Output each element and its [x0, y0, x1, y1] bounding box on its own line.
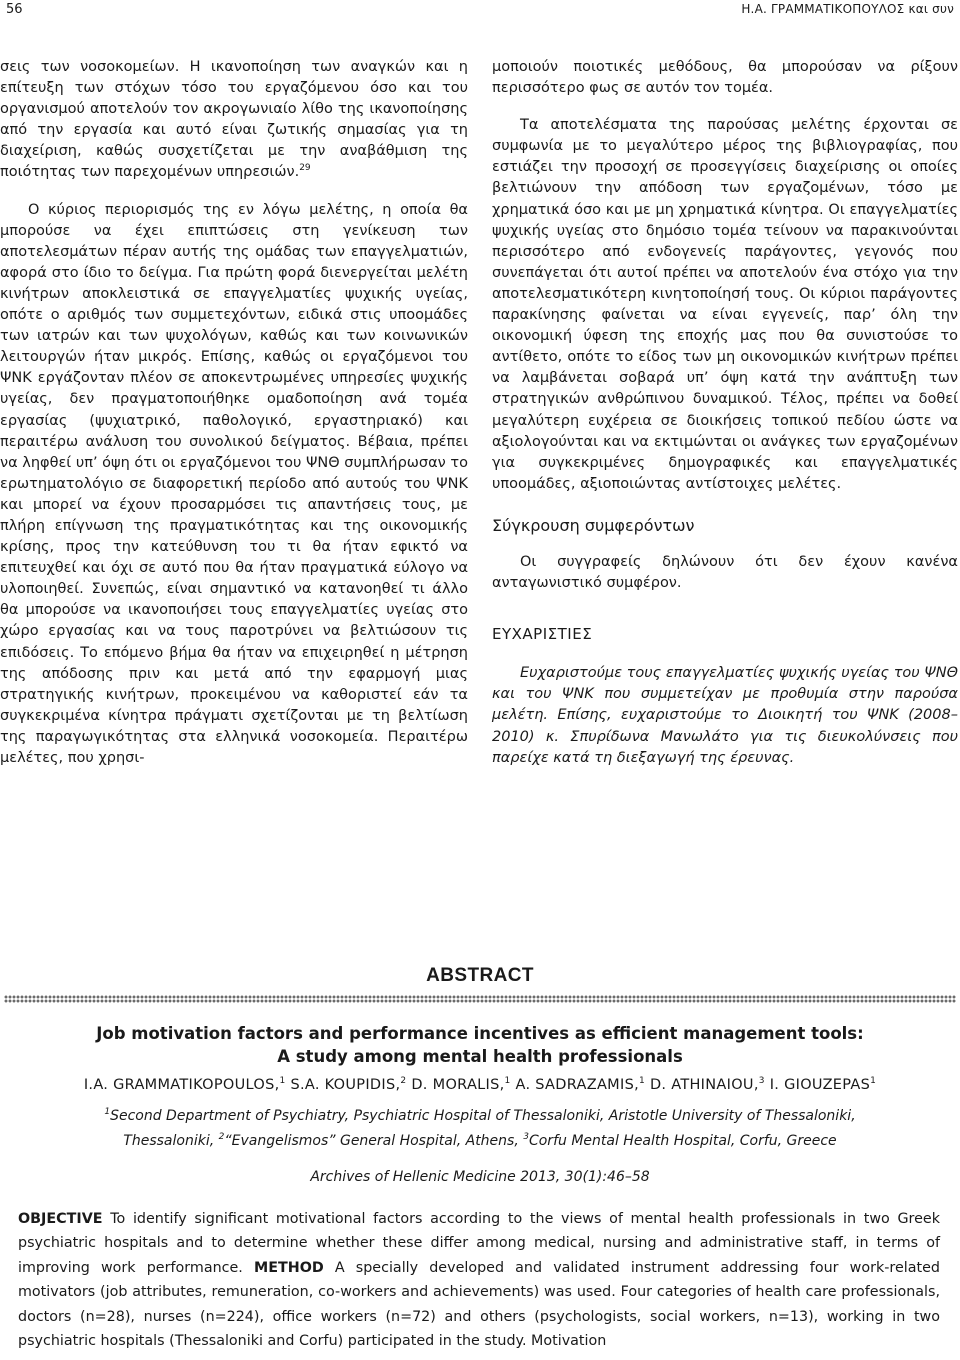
objective-label: OBJECTIVE: [18, 1211, 103, 1227]
affiliation-line-1: [0, 1104, 960, 1129]
method-text: A specially developed and validated instrument addressing four work-related motivators (job attributes, remuneration, co-workers and achievements) was used. Four categories of health care professionals, doctors (n=28), nurses (n=224), office workers (n=72) and others (psychologists, social workers, n=13), working in two psychiatric hospitals (Thessaloniki and Corfu) participated in the study. Motivation: [18, 1259, 940, 1350]
reference-29: 29: [299, 163, 311, 174]
acknowledgements-text: Ευχαριστούμε τους επαγγελματίες ψυχικής υγείας του ΨΝΘ και του ΨΝΚ που συμμετείχαν με προθυμία στην παρούσα μελέτη. Επίσης, ευχαριστούμε το Διοικητή του ΨΝΚ (2008–2010) κ. Σπυρίδωνα Μανωλάτο για τις διευκολύνσεις που παρείχε κατά τη διεξαγωγή της έρευνας.: [492, 665, 958, 766]
right-paragraph-2: Τα αποτελέσματα της παρούσας μελέτης έρχονται σε συμφωνία με το μεγαλύτερο μέρος της βιβλιογραφίας, που εστιάζει την προσοχή σε προσεγγίσεις διαχείρισης οι οποίες βελτιώνουν την απόδοση των εργαζομένων, τόσο με χρηματικά όσο και με μη χρηματικά κίνητρα. Οι επαγγελματίες ψυχικής υγείας στο δημόσιο τομέα τείνουν να παρακινούνται περισσότερο από ενδογενείς παράγοντες, γεγονός που συνεπάγεται ότι αυτοί πρέπει να αποτελούν ένα στόχο για την αποτελεσματικότερη κινητοποίησή τους. Οι κύριοι παράγοντες παρακίνησης φαίνεται να είναι εγγενείς, παρ’ όλη την οικονομική ύφεση της εποχής μας που θα συνιστούσε το αντίθετο, οπότε το είδος των μη οικονομικών κινήτρων πρέπει να λαμβάνεται σοβαρά υπ’ όψη κατά την ανάπτυξη των στρατηγικών ανθρώπινου δυναμικού. Τέλος, πρέπει να δοθεί μεγαλύτερη ευχέρεια σε διοικήσεις τοπικού πεδίου ώστε να αξιολογούνται και να εκτιμώνται οι ανάγκες των εργαζομένων για συγκεκριμένες δημογραφικές και επαγγελματικές υποομάδες, αξιοποιώντας αντίστοιχες μελέτες.: [492, 117, 958, 492]
author-name: I.A. GRAMMATIKOPOULOS,: [83, 1077, 280, 1093]
abstract-body: [18, 1207, 940, 1353]
abstract-authors: [0, 1077, 960, 1093]
left-column: [0, 57, 468, 769]
affiliation-number: 2: [218, 1132, 225, 1142]
author-affiliation: 1: [638, 1076, 646, 1086]
affiliation-text: “Evangelismos” General Hospital, Athens,: [224, 1133, 524, 1149]
affiliation-number: 1: [104, 1107, 111, 1117]
author-affiliation: 3: [758, 1076, 765, 1086]
left-paragraph-1: [0, 57, 468, 184]
journal-citation: Archives of Hellenic Medicine 2013, 30(1):46–58: [310, 1169, 650, 1185]
left-paragraph-2: Ο κύριος περιορισμός της εν λόγω μελέτης, η οποία θα μπορούσε να έχει επιπτώσεις στη γενίκευση των αποτελεσμάτων πέραν αυτής της ομάδας των επαγγελματιών, αφορά στο ίδιο το δείγμα. Για πρώτη φορά διενεργείται μελέτη κινήτρων αποκλειστικά σε επαγγελματίες ψυχικής υγείας, οπότε ο αριθμός των συμμετεχόντων, ειδικά στις υποομάδες των ιατρών και των ψυχολόγων, καθώς και των κοινωνικών λειτουργών ήταν μικρός. Επίσης, καθώς οι εργαζόμενοι του ΨΝΚ εργάζονταν πλέον σε αποκεντρωμένες υπηρεσίες ψυχικής υγείας, δεν πραγματοποιήθηκε ομαδοποίηση ανά τομέα εργασίας (ψυχιατρικό, παθολογικό, εργαστηριακό) και περαιτέρω ανάλυση του συνολικού δείγματος. Βέβαια, πρέπει να ληφθεί υπ’ όψη ότι οι εργαζόμενοι του ΨΝΘ συμπλήρωσαν το ερωτηματολόγιο σε διαφορετική περίοδο από αυτούς του ΨΝΚ και μπορεί να έχουν προσαρμόσει τις απαντήσεις τους, με πλήρη επίγνωση της πραγματικότητας και της οικονομικής κρίσης, προς την κατεύθυνση του τι θα ήταν εφικτό να επιτευχθεί και όχι σε αυτό που θα ήταν πραγματικά εύλογο να υλοποιηθεί. Συνεπώς, είναι σημαντικό να κατανοηθεί τι άλλο θα μπορούσε να ικανοποιήσει τους επαγγελματίες υγείας στο χώρο εργασίας και να τους παροτρύνει να βελτιώσουν τις επιδόσεις. Το επόμενο βήμα θα ήταν να επιχειρηθεί η μέτρηση της απόδοσης πριν και μετά από την εφαρμογή μιας στρατηγικής κινήτρων, προκειμένου να καθοριστεί εάν τα συγκεκριμένα κίνητρα πράγματι σχετίζονται με τη βελτίωση της παραγωγικότητας στα ελληνικά νοσοκομεία. Περαιτέρω μελέτες, που χρησι-: [0, 201, 468, 766]
author-name: D. MORALIS,: [411, 1077, 505, 1093]
abstract-title-line-1: Job motivation factors and performance incentives as efficient management tools:: [96, 1024, 864, 1043]
author-affiliation: 1: [870, 1076, 877, 1086]
author-affiliation: 1: [279, 1076, 286, 1086]
running-head: Η.Α. ΓΡΑΜΜΑΤΙΚΟΠΟΥΛΟΣ και συν: [741, 2, 954, 16]
affiliation-line-2: [0, 1129, 960, 1154]
author-name: S.A. KOUPIDIS,: [290, 1077, 401, 1093]
method-label: METHOD: [253, 1259, 324, 1276]
right-paragraph-1: μοποιούν ποιοτικές μεθόδους, θα μπορούσαν να ρίξουν περισσότερο φως σε αυτόν τον τομέα.: [492, 59, 958, 97]
abstract-article-title: [0, 1022, 960, 1068]
abstract-heading: ABSTRACT: [426, 965, 534, 986]
author-name: D. ATHINAIOU,: [649, 1077, 759, 1093]
affiliation-text: Thessaloniki,: [123, 1133, 219, 1149]
abstract-affiliations: [0, 1104, 960, 1154]
author-name: I. GIOUZEPAS: [769, 1077, 871, 1093]
affiliation-number: 3: [523, 1132, 529, 1142]
right-column: [492, 57, 958, 769]
author-name: A. SADRAZAMIS,: [515, 1077, 639, 1093]
objective-text: To identify significant motivational factors according to the views of mental health professionals in two Greek psychiatric hospitals and to determine whether these differ among medical, nursing and administrative staff, in terms of improving work performance.: [18, 1211, 940, 1276]
conflict-text: Οι συγγραφείς δηλώνουν ότι δεν έχουν κανένα ανταγωνιστικό συμφέρον.: [492, 553, 958, 592]
author-affiliation: 2: [400, 1076, 407, 1086]
left-paragraph-1-text: σεις των νοσοκομείων. Η ικανοποίηση των αναγκών και η επίτευξη των στόχων τόσο του εργαζόμενου όσο και του οργανισμού αποτελούν τον ακρογωνιαίο λίθο της ικανοποίησης από την εργασία και αυτό είναι ζωτικής σημασίας για τη διαχείριση, καθώς συσχετίζεται με την αναβάθμιση της ποιότητας των παρεχομένων υπηρεσιών.: [0, 59, 468, 181]
acknowledgements-heading: ΕΥΧΑΡΙΣΤΙΕΣ: [492, 625, 593, 644]
author-affiliation: 1: [504, 1076, 511, 1086]
conflict-heading: Σύγκρουση συμφερόντων: [492, 515, 695, 535]
affiliation-text: Corfu Mental Health Hospital, Corfu, Greece: [528, 1133, 837, 1149]
abstract-title-line-2: A study among mental health professionals: [277, 1047, 683, 1066]
page-number: 56: [6, 2, 23, 17]
dotted-divider: [4, 995, 956, 1003]
affiliation-text: Second Department of Psychiatry, Psychiatric Hospital of Thessaloniki, Aristotle University of Thessaloniki,: [110, 1108, 856, 1124]
